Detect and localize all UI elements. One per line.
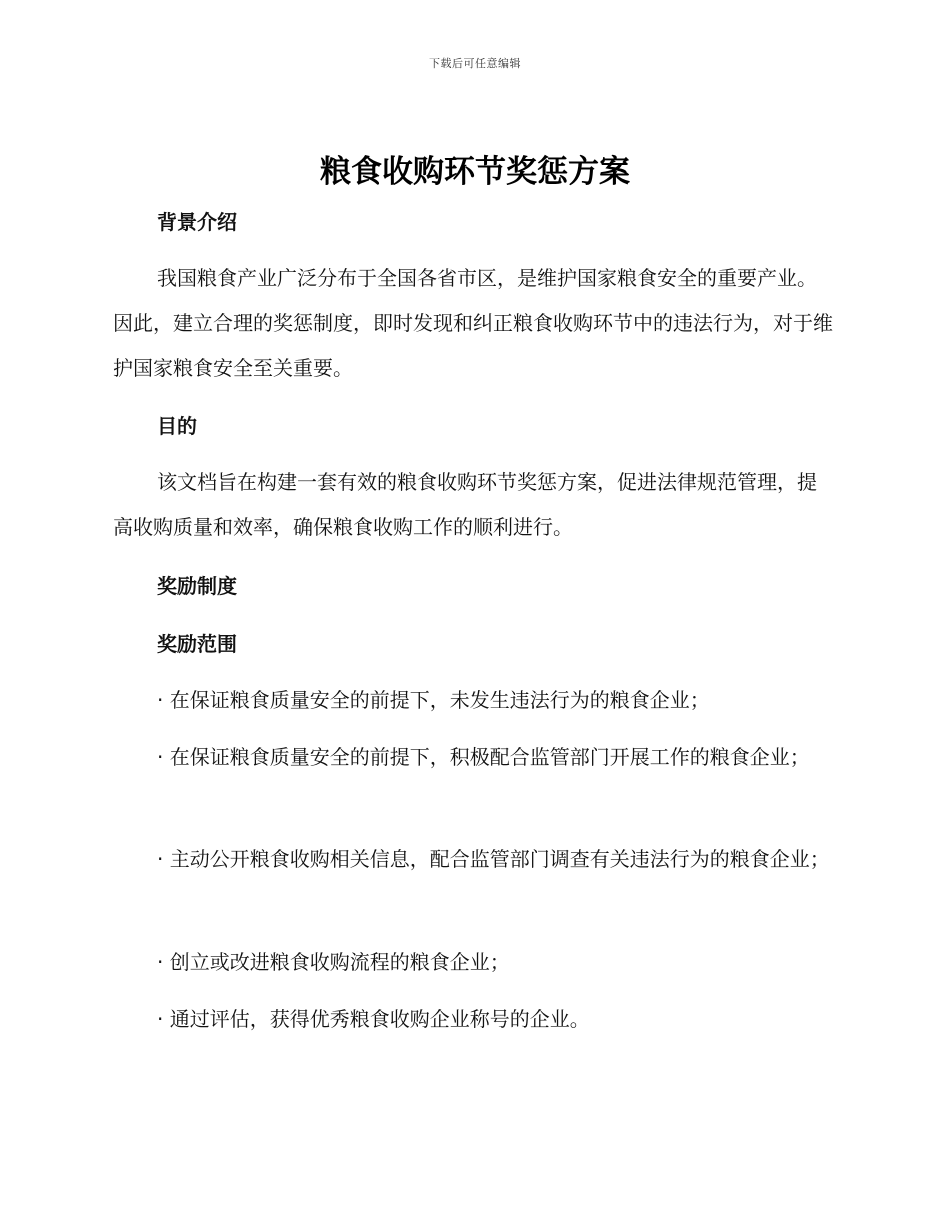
section-heading-purpose: 目的 <box>157 414 197 438</box>
section-heading-background: 背景介绍 <box>157 210 237 234</box>
paragraph-purpose: 该文档旨在构建一套有效的粮食收购环节奖惩方案，促进法律规范管理，提高收购质量和效率，确保粮食收购工作的顺利进行。 <box>113 470 817 539</box>
reward-list-item: · 在保证粮食质量安全的前提下，积极配合监管部门开展工作的粮食企业； <box>157 745 810 769</box>
reward-list-item: · 主动公开粮食收购相关信息，配合监管部门调查有关违法行为的粮食企业； <box>157 847 830 871</box>
reward-list-item: · 在保证粮食质量安全的前提下，未发生违法行为的粮食企业； <box>157 688 710 712</box>
reward-list-item: · 创立或改进粮食收购流程的粮食企业； <box>157 950 510 974</box>
section-heading-reward-system: 奖励制度 <box>157 574 237 598</box>
paragraph-background: 我国粮食产业广泛分布于全国各省市区，是维护国家粮食安全的重要产业。因此，建立合理的奖惩制度，即时发现和纠正粮食收购环节中的违法行为，对于维护国家粮食安全至关重要。 <box>113 266 833 380</box>
header-note: 下载后可任意编辑 <box>429 57 521 70</box>
document-title: 粮食收购环节奖惩方案 <box>320 154 630 190</box>
section-heading-reward-scope: 奖励范围 <box>157 632 237 656</box>
reward-list-item: · 通过评估，获得优秀粮食收购企业称号的企业。 <box>157 1007 590 1031</box>
